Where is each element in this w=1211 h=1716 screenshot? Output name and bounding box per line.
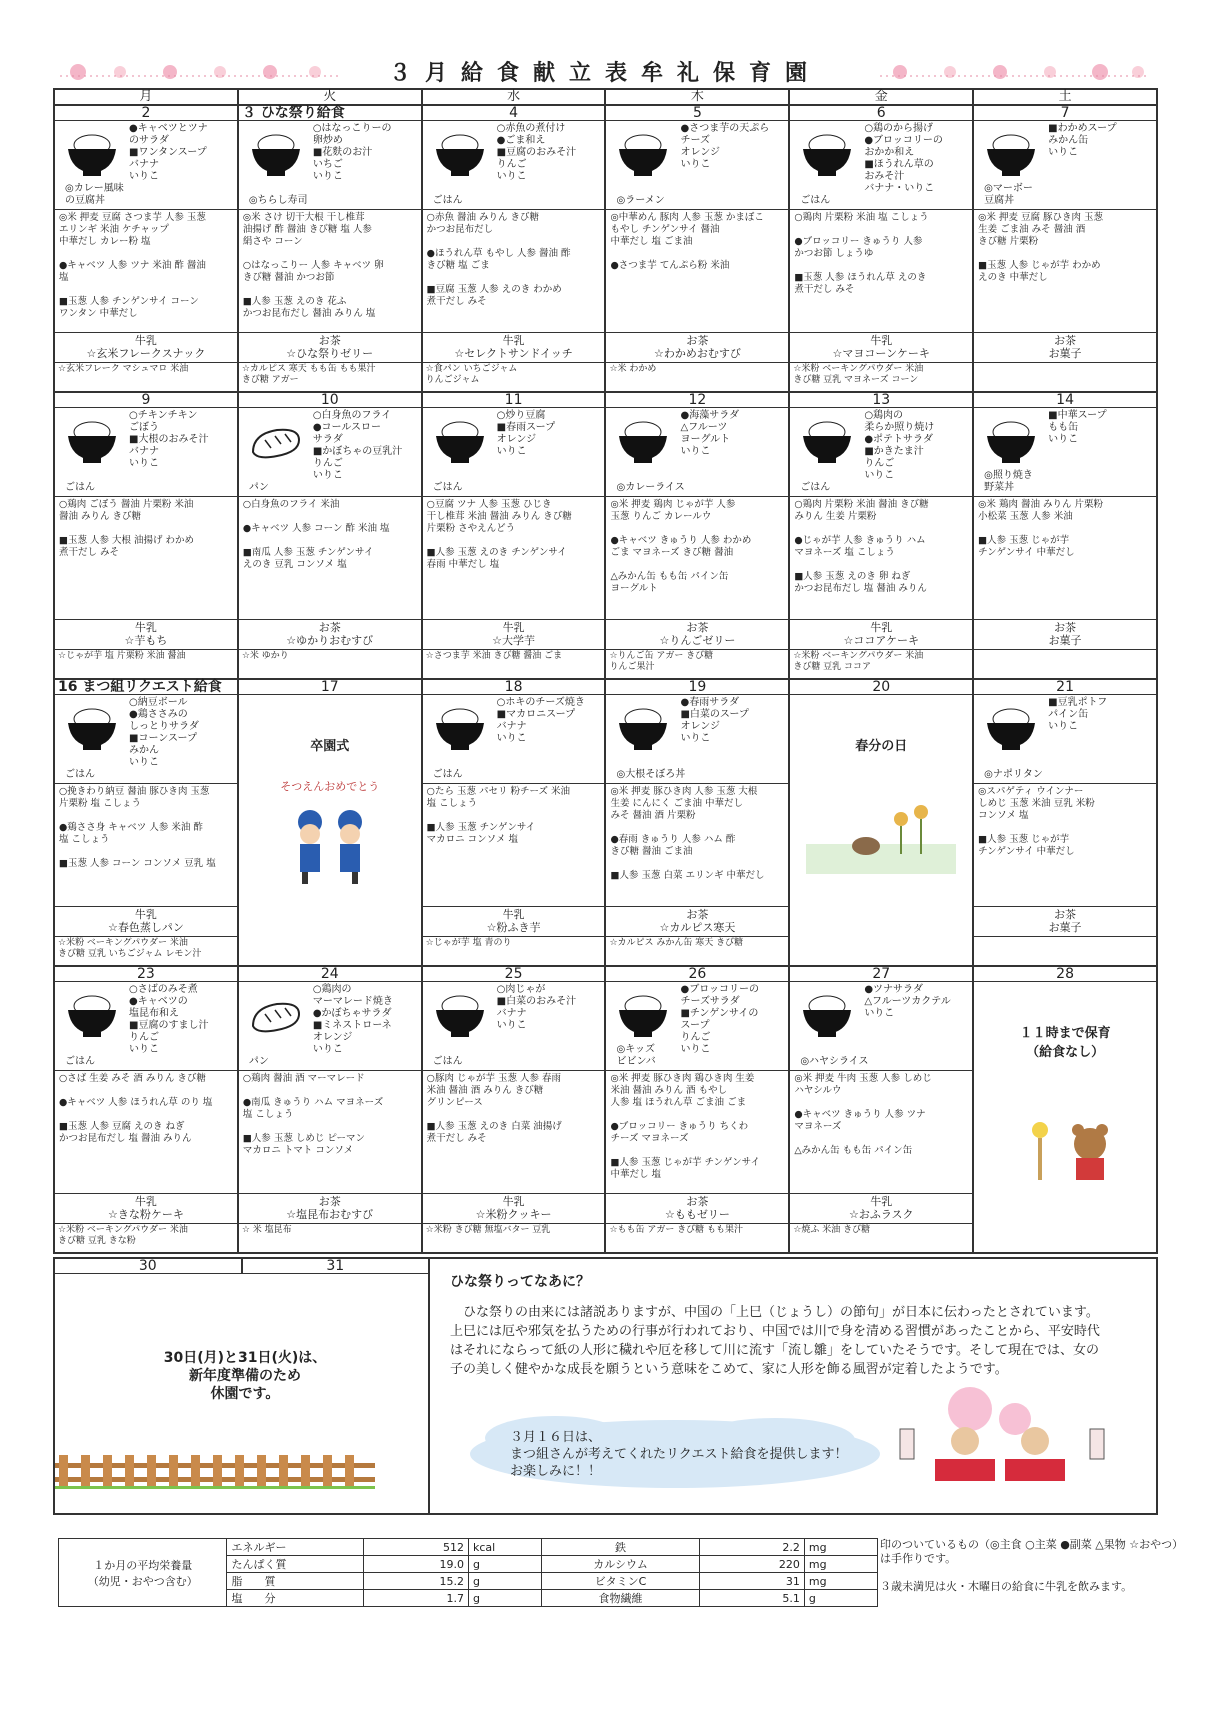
menu-top <box>239 121 421 210</box>
nutrient-name: 鉄 <box>542 1539 700 1556</box>
menu-top <box>55 982 237 1071</box>
menu-top <box>423 121 605 210</box>
day-cell <box>238 679 422 966</box>
side-dishes: ○チキンチキン ごぼう ■大根のおみそ汁 バナナ いりこ <box>129 410 209 469</box>
main-dish: ◎カレーライス <box>616 482 685 493</box>
nutrient-name: カルシウム <box>542 1556 700 1573</box>
nutrient-unit: g <box>469 1573 542 1590</box>
side-dishes: ○鶏肉の 柔らか照り焼け ●ポテトサラダ ■かきたま汁 りんご いりこ <box>864 410 935 481</box>
week-row <box>54 966 1157 1253</box>
day-number: 17 <box>239 680 421 695</box>
ingredients: ◎スパゲティ ウインナー しめじ 玉葱 米油 豆乳 米粉 コンソメ 塩 ■人参 玉葱 じゃが芋 チンゲンサイ 中華だし <box>974 784 1156 907</box>
ingredients: ◎中華めん 豚肉 人参 玉葱 かまぼこ もやし チンゲンサイ 醤油 中華だし 塩 ごま油 ●さつま芋 てんぷら粉 米油 <box>606 210 788 333</box>
side-dishes: ●キャベツとツナ のサラダ ■ワンタンスープ バナナ いりこ <box>129 123 208 182</box>
day-cell <box>238 392 422 679</box>
day-cell <box>54 966 238 1253</box>
day-cell <box>422 392 606 679</box>
day-number: 28 <box>974 967 1156 982</box>
menu-top <box>423 695 605 784</box>
side-dishes: ○赤魚の煮付け ●ごま和え ■豆腐のおみそ汁 りんご いりこ <box>496 123 577 182</box>
nutrient-value: 220 <box>699 1556 804 1573</box>
snack-ingredients: ☆焼ふ 米油 きび糖 <box>793 1225 871 1235</box>
snack-ingredients: ☆米 わかめ <box>609 364 657 374</box>
day-cell <box>605 679 789 966</box>
ingredients: ◎米 鶏肉 醤油 みりん 片栗粉 小松菜 玉葱 人参 米油 ■人参 玉葱 じゃが芋 チンゲンサイ 中華だし <box>974 497 1156 620</box>
snack: 牛乳 ☆大学芋 <box>423 620 605 650</box>
rice-bowl-icon <box>984 418 1038 464</box>
nutrient-unit: mg <box>804 1556 877 1573</box>
side-dishes: ■豆乳ポトフ パイン缶 いりこ <box>1048 697 1108 732</box>
main-dish: ごはん <box>65 482 95 493</box>
rice-bowl-icon <box>800 131 854 177</box>
main-dish: ◎ちらし寿司 <box>248 195 308 206</box>
weekday-header: 土 <box>973 89 1157 105</box>
ingredients: ○鶏肉 片栗粉 米油 醤油 きび糖 みりん 生姜 片栗粉 ●じゃが芋 人参 きゅうり ハム マヨネーズ 塩 こしょう ■人参 玉葱 えのき 卵 ねぎ かつお昆布だし 塩 醤油 みりん <box>790 497 972 620</box>
nutrient-name: たんぱく質 <box>227 1556 364 1573</box>
day-cell <box>973 392 1157 679</box>
day-number: 10 <box>239 393 421 408</box>
day-number: 4 <box>423 106 605 121</box>
day-cell <box>605 966 789 1253</box>
menu-top <box>974 408 1156 497</box>
snack: 牛乳 ☆粉ふき芋 <box>423 907 605 937</box>
day-number: 21 <box>974 680 1156 695</box>
week-row <box>54 679 1157 966</box>
ingredients: ○豆腐 ツナ 人参 玉葱 ひじき 干し椎茸 米油 醤油 みりん きび糖 片栗粉 さやえんどう ■人参 玉葱 えのき チンゲンサイ 春雨 中華だし 塩 <box>423 497 605 620</box>
snack-ingredients: ☆カルピス 寒天 もも缶 もも果汁 きび糖 アガー <box>241 364 376 385</box>
nutrient-name: 脂 質 <box>227 1573 364 1590</box>
snack: お茶 ☆ゆかりおむすび <box>239 620 421 650</box>
main-dish: ◎ラーメン <box>616 195 665 206</box>
menu-top <box>790 121 972 210</box>
snack-ingredients: ☆米粉 ベーキングパウダー 米油 きび糖 豆乳 ココア <box>793 651 924 672</box>
main-dish: ごはん <box>432 195 463 206</box>
side-dishes: ●ブロッコリーの チーズサラダ ■チンゲンサイの スープ りんご いりこ <box>680 984 760 1055</box>
spring-illustration <box>806 784 956 874</box>
side-dishes: ○炒り豆腐 ■春雨スープ オレンジ いりこ <box>496 410 556 457</box>
ingredients: ○さば 生姜 みそ 酒 みりん きび糖 ●キャベツ 人参 ほうれん草 のり 塩 ■玉葱 人参 豆腐 えのき ねぎ かつお昆布だし 塩 醤油 みりん <box>55 1071 237 1194</box>
nutrient-value: 5.1 <box>699 1590 804 1607</box>
nutrient-unit: kcal <box>469 1539 542 1556</box>
nutrient-name: ビタミンC <box>542 1573 700 1590</box>
day-number: 12 <box>606 393 788 408</box>
day-cell <box>422 679 606 966</box>
bear-illustration <box>1000 1110 1130 1190</box>
menu-top <box>790 982 972 1071</box>
ingredients: ◎米 押麦 牛肉 玉葱 人参 しめじ ハヤシルウ ●キャベツ きゅうり 人参 ツナ マヨネーズ △みかん缶 もも缶 パイン缶 <box>790 1071 972 1194</box>
menu-top <box>974 121 1156 210</box>
main-dish: ◎キッズ ビビンバ <box>616 1044 656 1067</box>
day-cell <box>238 966 422 1253</box>
day-cell <box>973 966 1157 1253</box>
day-cell <box>973 105 1157 392</box>
day-number: 27 <box>790 967 972 982</box>
ingredients: ○白身魚のフライ 米油 ●キャベツ 人参 コーン 酢 米油 塩 ■南瓜 人参 玉葱 チンゲンサイ えのき 豆乳 コンソメ 塩 <box>239 497 421 620</box>
snack-ingredients: ☆カルピス みかん缶 寒天 きび糖 <box>609 938 744 948</box>
weekday-header: 月 <box>54 89 238 105</box>
ingredients: ◎米 押麦 豚ひき肉 鶏ひき肉 生姜 米油 醤油 みりん 酒 もやし 人参 塩 ほうれん草 ごま油 ごま ●ブロッコリー きゅうり ちくわ チーズ マヨネーズ ■人参 玉葱 じゃが芋 チンゲンサイ 中華だし 塩 <box>606 1071 788 1194</box>
main-dish: ◎ハヤシライス <box>800 1056 869 1067</box>
ingredients: ○鶏肉 片栗粉 米油 塩 こしょう ●ブロッコリー きゅうり 人参 かつお節 しょうゆ ■玉葱 人参 ほうれん草 えのき 煮干だし みそ <box>790 210 972 333</box>
event-panel <box>239 695 421 955</box>
day-number: 20 <box>790 680 972 695</box>
side-dishes: ○鶏のから揚げ ●ブロッコリーの おかか和え ■ほうれん草の おみそ汁 バナナ・いりこ <box>864 123 943 194</box>
day-number: 19 <box>606 680 788 695</box>
rice-bowl-icon <box>65 992 119 1038</box>
flower-garland-decoration <box>880 62 1150 82</box>
day-cell <box>789 392 973 679</box>
day-number: 18 <box>423 680 605 695</box>
snack-ingredients <box>974 937 1156 965</box>
snack: 牛乳 ☆マヨコーンケーキ <box>790 333 972 363</box>
ingredients: ○赤魚 醤油 みりん きび糖 かつお昆布だし ●ほうれん草 もやし 人参 醤油 酢 きび糖 塩 ごま ■豆腐 玉葱 人参 えのき わかめ 煮干だし みそ <box>423 210 605 333</box>
side-dishes: ○白身魚のフライ ●コールスロー サラダ ■かぼちゃの豆乳汁 りんご いりこ <box>312 410 403 481</box>
day-number: 6 <box>790 106 972 121</box>
request-lunch-notice: ３月１６日は、 まつ組さんが考えてくれたリクエスト給食を提供します！ お楽しみに！！ <box>510 1430 848 1479</box>
weekday-header-row <box>54 89 1157 105</box>
week-row <box>54 392 1157 679</box>
menu-calendar <box>53 88 1158 1254</box>
menu-top <box>423 408 605 497</box>
page-title: ３月給食献立表牟礼保育園 <box>388 61 821 86</box>
hina-dolls-illustration <box>895 1379 1115 1499</box>
weekday-header: 金 <box>789 89 973 105</box>
legend-note: 印のついているもの（◎主食 ○主菜 ●副菜 △果物 ☆おやつ）は手作りです。 <box>880 1538 1178 1565</box>
side-dishes: ○はなっこりーの 卵炒め ■花麩のお汁 いちご いりこ <box>312 123 392 182</box>
nutrient-unit: g <box>804 1590 877 1607</box>
day-cell <box>605 392 789 679</box>
weekday-header: 水 <box>422 89 606 105</box>
hina-matsuri-heading: ひな祭りってなあに？ <box>450 1274 590 1290</box>
day-cell <box>54 105 238 392</box>
snack: お茶 ☆ひな祭りゼリー <box>239 333 421 363</box>
nutrient-unit: mg <box>804 1539 877 1556</box>
week-row <box>54 105 1157 392</box>
snack: 牛乳 ☆きな粉ケーキ <box>55 1194 237 1224</box>
fence-illustration <box>55 1449 375 1489</box>
menu-top <box>55 408 237 497</box>
menu-top <box>606 121 788 210</box>
rice-bowl-icon <box>65 418 119 464</box>
nutrition-table <box>58 1538 878 1607</box>
day-cell <box>422 105 606 392</box>
ingredients: ○たら 玉葱 パセリ 粉チーズ 米油 塩 こしょう ■人参 玉葱 チンゲンサイ マカロニ コンソメ 塩 <box>423 784 605 907</box>
side-dishes: ■わかめスープ みかん缶 いりこ <box>1048 123 1117 158</box>
main-dish: ごはん <box>800 482 831 493</box>
congrats-text: そつえんおめでとう <box>280 780 380 793</box>
menu-top <box>974 695 1156 784</box>
day-number: 5 <box>606 106 788 121</box>
main-dish: ◎照り焼き 野菜丼 <box>984 470 1033 493</box>
day-number: 2 <box>55 106 237 121</box>
ingredients: ○鶏肉 ごぼう 醤油 片栗粉 米油 醤油 みりん きび糖 ■玉葱 人参 大根 油揚げ わかめ 煮干だし みそ <box>55 497 237 620</box>
ingredients: ○鶏肉 醤油 酒 マーマレード ●南瓜 きゅうり ハム マヨネーズ 塩 こしょう ■人参 玉葱 しめじ ピーマン マカロニ トマト コンソメ <box>239 1071 421 1194</box>
event-label: 卒園式 <box>310 739 350 754</box>
nutrient-value: 31 <box>699 1573 804 1590</box>
day-cell <box>605 105 789 392</box>
day-cell <box>789 105 973 392</box>
rice-bowl-icon <box>433 705 487 751</box>
snack-ingredients: ☆りんご缶 アガー きび糖 りんご果汁 <box>609 651 714 672</box>
snack: お茶 ☆カルピス寒天 <box>606 907 788 937</box>
day-cell <box>789 966 973 1253</box>
snack-ingredients <box>974 363 1156 391</box>
snack-ingredients: ☆米 ゆかり <box>241 651 289 661</box>
nutrition-label: １か月の平均栄養量 （幼児・おやつ含む） <box>59 1539 227 1607</box>
side-dishes: ○さばのみそ煮 ●キャベツの 塩昆布和え ■豆腐のすまし汁 りんご いりこ <box>129 984 209 1055</box>
menu-top <box>423 982 605 1071</box>
snack: お茶 ☆ももゼリー <box>606 1194 788 1224</box>
snack: お茶 ☆わかめおむすび <box>606 333 788 363</box>
snack-ingredients: ☆ 米 塩昆布 <box>241 1225 292 1235</box>
main-dish: ごはん <box>65 1056 95 1067</box>
menu-top <box>606 408 788 497</box>
snack: お茶 お菓子 <box>974 907 1156 937</box>
rice-bowl-icon <box>616 992 670 1038</box>
nutrient-value: 15.2 <box>364 1573 469 1590</box>
snack-ingredients: ☆米粉 きび糖 無塩バター 豆乳 <box>425 1225 551 1235</box>
main-dish: パン <box>248 1056 269 1067</box>
weekday-header: 木 <box>605 89 789 105</box>
snack-ingredients <box>974 650 1156 678</box>
main-dish: パン <box>248 482 269 493</box>
nutrient-value: 19.0 <box>364 1556 469 1573</box>
snack-ingredients: ☆じゃが芋 塩 片栗粉 米油 醤油 <box>58 651 186 661</box>
side-dishes: ■中華スープ もも缶 いりこ <box>1048 410 1107 445</box>
rice-bowl-icon <box>616 705 670 751</box>
event-panel <box>974 982 1156 1242</box>
weekday-header: 火 <box>238 89 422 105</box>
day-cell <box>54 679 238 966</box>
main-dish: ごはん <box>432 482 463 493</box>
day-number: ３ ひな祭り給食 <box>239 106 421 121</box>
nutrient-unit: mg <box>804 1573 877 1590</box>
hina-matsuri-text: ひな祭りの由来には諸説ありますが、中国の「上巳（じょうし）の節句」が日本に伝わったとされています。上巳には厄や邪気を払うための行事が行われており、中国では川で身を清める習慣があったことから、平安時代はそれにならって紙の人形に穢れや厄を移して川に流す「流し雛」をしていたそうです。そして現在では、女の子の美しく健やかな成長を願うという意味をこめて、家に人形を飾る風習が定着したようです。 <box>450 1305 1100 1377</box>
main-dish: ◎マーボー 豆腐丼 <box>984 183 1033 206</box>
bread-icon <box>249 418 303 464</box>
ingredients: ○豚肉 じゃが芋 玉葱 人参 春雨 米油 醤油 酒 みりん きび糖 グリンピース ■人参 玉葱 えのき 白菜 油揚げ 煮干だし みそ <box>423 1071 605 1194</box>
bottom-section <box>53 1257 1158 1515</box>
nutrient-value: 2.2 <box>699 1539 804 1556</box>
main-dish: ◎カレー風味 の豆腐丼 <box>65 183 124 206</box>
event-label: 春分の日 <box>855 739 908 754</box>
menu-top <box>606 982 788 1071</box>
nutrient-name: エネルギー <box>227 1539 364 1556</box>
main-dish: ごはん <box>65 769 95 780</box>
nutrient-value: 512 <box>364 1539 469 1556</box>
nutrient-unit: g <box>469 1590 542 1607</box>
rice-bowl-icon <box>984 705 1038 751</box>
main-dish: ◎大根そぼろ丼 <box>616 769 686 780</box>
day-number: 25 <box>423 967 605 982</box>
side-dishes: ○肉じゃが ■白菜のおみそ汁 バナナ いりこ <box>496 984 577 1031</box>
graduates-illustration <box>270 800 390 890</box>
day-number: 13 <box>790 393 972 408</box>
snack-ingredients: ☆玄米フレーク マシュマロ 米油 <box>58 364 189 374</box>
day-number: 16 まつ組リクエスト給食 <box>55 680 237 695</box>
snack-ingredients: ☆もも缶 アガー きび糖 もも果汁 <box>609 1225 744 1235</box>
snack: 牛乳 ☆セレクトサンドイッチ <box>423 333 605 363</box>
rice-bowl-icon <box>433 418 487 464</box>
snack: お茶 ☆塩昆布おむすび <box>239 1194 421 1224</box>
day-number: 7 <box>974 106 1156 121</box>
snack: お茶 お菓子 <box>974 620 1156 650</box>
side-dishes: ●春雨サラダ ■白菜のスープ オレンジ いりこ <box>680 697 749 744</box>
nutrient-value: 1.7 <box>364 1590 469 1607</box>
menu-top <box>239 982 421 1071</box>
day-cell <box>422 966 606 1253</box>
day-number: 31 <box>326 1258 345 1274</box>
side-dishes: ●海藻サラダ △フルーツ ヨーグルト いりこ <box>680 410 740 457</box>
snack: 牛乳 ☆春色蒸しパン <box>55 907 237 937</box>
menu-top <box>606 695 788 784</box>
ingredients: ◎米 押麦 豚ひき肉 人参 玉葱 大根 生姜 にんにく ごま油 中華だし みそ 醤油 酒 片栗粉 ●春雨 きゅうり 人参 ハム 酢 きび糖 醤油 ごま油 ■人参 玉葱 白菜 エリンギ 中華だし <box>606 784 788 907</box>
snack-ingredients: ☆さつま芋 米油 きび糖 醤油 ごま <box>425 651 563 661</box>
rice-bowl-icon <box>433 131 487 177</box>
rice-bowl-icon <box>616 418 670 464</box>
day-number: 23 <box>55 967 237 982</box>
ingredients: ○挽きわり納豆 醤油 豚ひき肉 玉葱 片栗粉 塩 こしょう ●鶏ささ身 キャベツ 人参 米油 酢 塩 こしょう ■玉葱 人参 コーン コンソメ 豆乳 塩 <box>55 784 237 907</box>
event-label: １１時まで保育 （給食なし） <box>1019 1026 1111 1060</box>
side-dishes: ○ホキのチーズ焼き ■マカロニスープ バナナ いりこ <box>496 697 585 744</box>
main-dish: ごはん <box>800 195 831 206</box>
day-cell <box>789 679 973 966</box>
menu-top <box>55 121 237 210</box>
rice-bowl-icon <box>984 131 1038 177</box>
snack-ingredients: ☆米粉 ベーキングパウダー 米油 きび糖 豆乳 きな粉 <box>58 1225 188 1246</box>
snack: 牛乳 ☆芋もち <box>55 620 237 650</box>
snack-ingredients: ☆米粉 ベーキングパウダー 米油 きび糖 豆乳 マヨネーズ コーン <box>793 364 924 385</box>
day-number: 26 <box>606 967 788 982</box>
side-dishes: ●さつま芋の天ぷら チーズ オレンジ いりこ <box>680 123 770 170</box>
rice-bowl-icon <box>616 131 670 177</box>
ingredients: ◎米 押麦 豆腐 さつま芋 人参 玉葱 エリンギ 米油 ケチャップ 中華だし カレー粉 塩 ●キャベツ 人参 ツナ 米油 酢 醤油 塩 ■玉葱 人参 チンゲンサイ コーン ワンタン 中華だし <box>55 210 237 333</box>
day-number: 9 <box>55 393 237 408</box>
day-number: 11 <box>423 393 605 408</box>
rice-bowl-icon <box>249 131 303 177</box>
side-dishes: ○納豆ボール ●鶏ささみの しっとりサラダ ■コーンスープ みかん いりこ <box>129 697 199 768</box>
closed-notice: 30日(月)と31日(火)は、 新年度準備のため 休園です。 <box>163 1350 327 1402</box>
snack: お茶 ☆りんごゼリー <box>606 620 788 650</box>
side-dishes: ○鶏肉の マーマレード焼き ●かぼちゃサラダ ■ミネストローネ オレンジ いりこ <box>312 984 393 1055</box>
snack-ingredients: ☆米粉 ベーキングパウダー 米油 きび糖 豆乳 いちごジャム レモン汁 <box>58 938 202 959</box>
snack: お茶 お菓子 <box>974 333 1156 363</box>
nutrient-unit: g <box>469 1556 542 1573</box>
main-dish: ごはん <box>432 1056 463 1067</box>
ingredients: ◎米 さけ 切干大根 干し椎茸 油揚げ 酢 醤油 きび糖 塩 人参 絹さや コーン ○はなっこりー 人参 キャベツ 卵 きび糖 醤油 かつお節 ■人参 玉葱 えのき 花ふ かつお昆布だし 醤油 みりん 塩 <box>239 210 421 333</box>
nutrient-name: 食物繊維 <box>542 1590 700 1607</box>
closed-days-panel <box>55 1259 430 1513</box>
day-number: 24 <box>239 967 421 982</box>
day-cell <box>238 105 422 392</box>
nutrient-name: 塩 分 <box>227 1590 364 1607</box>
milk-note: ３歳未満児は火・木曜日の給食に牛乳を飲みます。 <box>880 1580 1133 1593</box>
day-cell <box>973 679 1157 966</box>
rice-bowl-icon <box>800 418 854 464</box>
rice-bowl-icon <box>65 705 119 751</box>
snack: 牛乳 ☆米粉クッキー <box>423 1194 605 1224</box>
main-dish: ◎ナポリタン <box>984 769 1043 780</box>
bread-icon <box>249 992 303 1038</box>
rice-bowl-icon <box>800 992 854 1038</box>
event-panel <box>790 695 972 955</box>
title-band <box>60 54 1150 88</box>
nutrition-row <box>59 1539 878 1556</box>
rice-bowl-icon <box>65 131 119 177</box>
ingredients: ◎米 押麦 鶏肉 じゃが芋 人参 玉葱 りんご カレールウ ●キャベツ きゅうり 人参 わかめ ごま マヨネーズ きび糖 醤油 △みかん缶 もも缶 パイン缶 ヨーグルト <box>606 497 788 620</box>
snack: 牛乳 ☆ココアケーキ <box>790 620 972 650</box>
side-dishes: ●ツナサラダ △フルーツカクテル いりこ <box>864 984 951 1019</box>
rice-bowl-icon <box>433 992 487 1038</box>
snack-ingredients: ☆食パン いちごジャム りんごジャム <box>425 364 518 385</box>
menu-top <box>790 408 972 497</box>
menu-top <box>239 408 421 497</box>
snack: 牛乳 ☆玄米フレークスナック <box>55 333 237 363</box>
day-number: 30 <box>55 1259 243 1273</box>
snack: 牛乳 ☆おふラスク <box>790 1194 972 1224</box>
snack-ingredients: ☆じゃが芋 塩 青のり <box>425 938 512 948</box>
main-dish: ごはん <box>432 769 463 780</box>
day-number: 14 <box>974 393 1156 408</box>
menu-top <box>55 695 237 784</box>
day-cell <box>54 392 238 679</box>
ingredients: ◎米 押麦 豆腐 豚ひき肉 玉葱 生姜 ごま油 みそ 醤油 酒 きび糖 片栗粉 ■玉葱 人参 じゃが芋 わかめ えのき 中華だし <box>974 210 1156 333</box>
